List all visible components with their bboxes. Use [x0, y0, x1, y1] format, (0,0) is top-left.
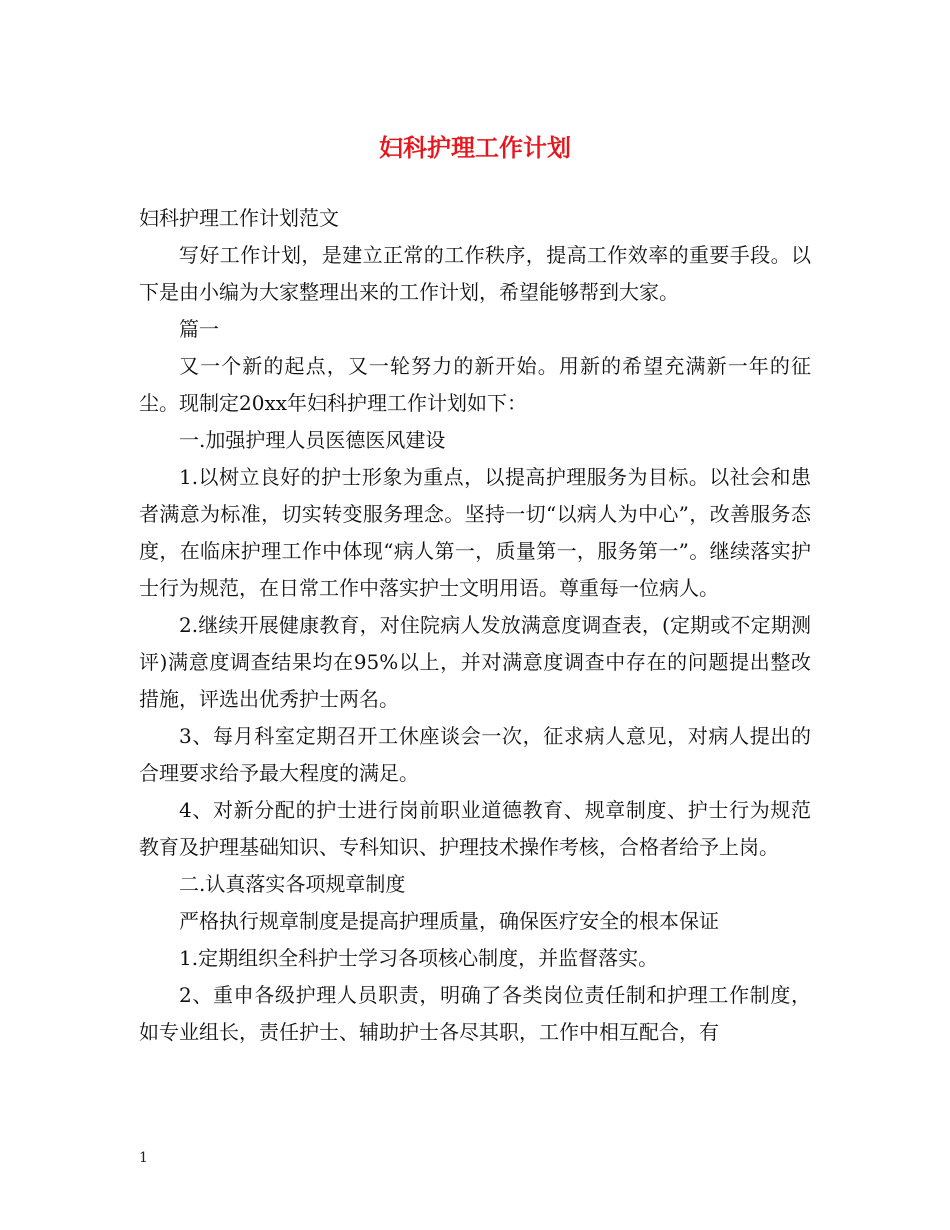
section-heading: 二.认真落实各项规章制度 [179, 872, 406, 896]
section-heading: 一.加强护理人员医德医风建设 [179, 428, 446, 452]
paragraph: 2.继续开展健康教育，对住院病人发放满意度调查表，(定期或不定期测评)满意度调查结果均在95%以上，并对满意度调查中存在的问题提出整改措施，评选出优秀护士两名。 [139, 613, 811, 711]
paragraph: 3、每月科室定期召开工休座谈会一次，征求病人意见，对病人提出的合理要求给予最大程度的满足。 [139, 724, 811, 785]
paragraph: 2、重申各级护理人员职责，明确了各类岗位责任制和护理工作制度，如专业组长，责任护士、辅助护士各尽其职，工作中相互配合，有 [139, 983, 811, 1044]
paragraph: 篇一 [179, 317, 219, 341]
page-number: 1 [139, 1150, 148, 1166]
paragraph: 1.以树立良好的护士形象为重点，以提高护理服务为目标。以社会和患者满意为标准，切实转变服务理念。坚持一切“以病人为中心”，改善服务态度，在临床护理工作中体现“病人第一，质量第一，服务第一”。继续落实护士行为规范，在日常工作中落实护士文明用语。尊重每一位病人。 [139, 465, 811, 600]
document-title: 妇科护理工作计划 [379, 133, 571, 162]
paragraph: 严格执行规章制度是提高护理质量，确保医疗安全的根本保证 [179, 909, 719, 933]
paragraph: 写好工作计划，是建立正常的工作秩序，提高工作效率的重要手段。以下是由小编为大家整理出来的工作计划，希望能够帮到大家。 [139, 243, 811, 304]
paragraph: 4、对新分配的护士进行岗前职业道德教育、规章制度、护士行为规范教育及护理基础知识、专科知识、护理技术操作考核，合格者给予上岗。 [139, 798, 811, 859]
paragraph: 又一个新的起点，又一轮努力的新开始。用新的希望充满新一年的征尘。现制定20xx年妇科护理工作计划如下： [139, 354, 811, 415]
paragraph: 1.定期组织全科护士学习各项核心制度，并监督落实。 [179, 946, 659, 970]
document-body [139, 200, 811, 1051]
paragraph: 妇科护理工作计划范文 [139, 206, 339, 230]
